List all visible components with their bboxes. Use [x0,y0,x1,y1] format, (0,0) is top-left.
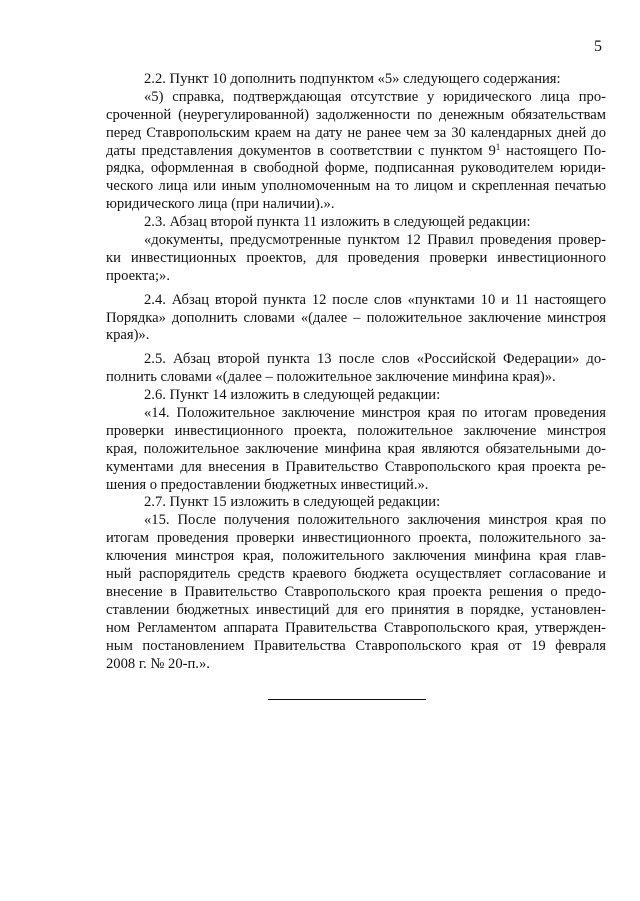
text-line: рядка, оформленная в свободной форме, подписанная руководителем юриди- [106,160,606,177]
text-line: ный распорядитель средств краевого бюджета осуществляет согласование и [106,566,606,583]
text-line: 2.6. Пункт 14 изложить в следующей редакции: [144,387,441,404]
text-line: Порядка» дополнить словами «(далее – положительное заключение минстроя [106,309,606,326]
text-line: 2.3. Абзац второй пункта 11 изложить в следующей редакции: [144,214,531,231]
text-line: проекта;». [106,267,170,284]
text-line: «5) справка, подтверждающая отсутствие у юридического лица про- [144,88,606,105]
text-line: полнить словами «(далее – положительное заключение минфина края)». [106,369,556,386]
text-line: «документы, предусмотренные пунктом 12 Правил проведения провер- [144,232,606,249]
text-line: ки инвестиционных проектов, для проведения проверки инвестиционного [106,249,606,266]
text-line: ческого лица или иным уполномоченным на то лицом и скрепленная печатью [106,178,606,195]
text-line: ставлении бюджетных инвестиций для его принятия в порядке, установлен- [106,601,606,618]
text-line: 2008 г. № 20-п.». [106,655,210,672]
text-line: итогам проведения проверки инвестиционного проекта, положительного за- [106,530,606,547]
text-line: сроченной (неурегулированной) задолженности по денежным обязательствам [106,106,606,123]
text-line: 2.7. Пункт 15 изложить в следующей редакции: [144,494,441,511]
text-line: ным постановлением Правительства Ставропольского края от 19 февраля [106,637,606,654]
text-line: перед Ставропольским краем на дату не ранее чем за 30 календарных дней до [106,124,606,141]
text-line: «15. После получения положительного заключения минстроя края по [144,512,606,529]
text-line: ном Регламентом аппарата Правительства Ставропольского края, утвержден- [106,619,606,636]
text-line: «14. Положительное заключение минстроя края по итогам проведения [144,405,606,422]
closing-rule [268,699,426,700]
document-body [106,71,606,673]
text-line: 2.5. Абзац второй пункта 13 после слов «Российской Федерации» до- [144,351,606,368]
text-line: края, положительное заключение минфина края являются обязательными до- [106,440,606,457]
text-line: внесение в Правительство Ставропольского края проекта решения о предо- [106,583,606,600]
text-line: юридического лица (при наличии).». [106,196,335,213]
text-line: 2.4. Абзац второй пункта 12 после слов «пунктами 10 и 11 настоящего [144,291,606,308]
text-line: даты представления документов в соответствии с пунктом $9^1$ настоящего По- [106,142,606,159]
text-line: 2.2. Пункт 10 дополнить подпунктом «5» следующего содержания: [144,71,561,87]
text-line: шения о предоставлении бюджетных инвестиций.». [106,476,429,493]
text-line: проверки инвестиционного проекта, положительное заключение минстроя [106,422,606,439]
text-line: ключения минстроя края, положительного заключения минфина края глав- [106,548,606,565]
text-line: края)». [106,327,150,344]
superscript: 1 [495,142,501,152]
text-line: кументами для внесения в Правительство Ставропольского края проекта ре- [106,458,606,475]
page-number: 5 [594,38,602,55]
